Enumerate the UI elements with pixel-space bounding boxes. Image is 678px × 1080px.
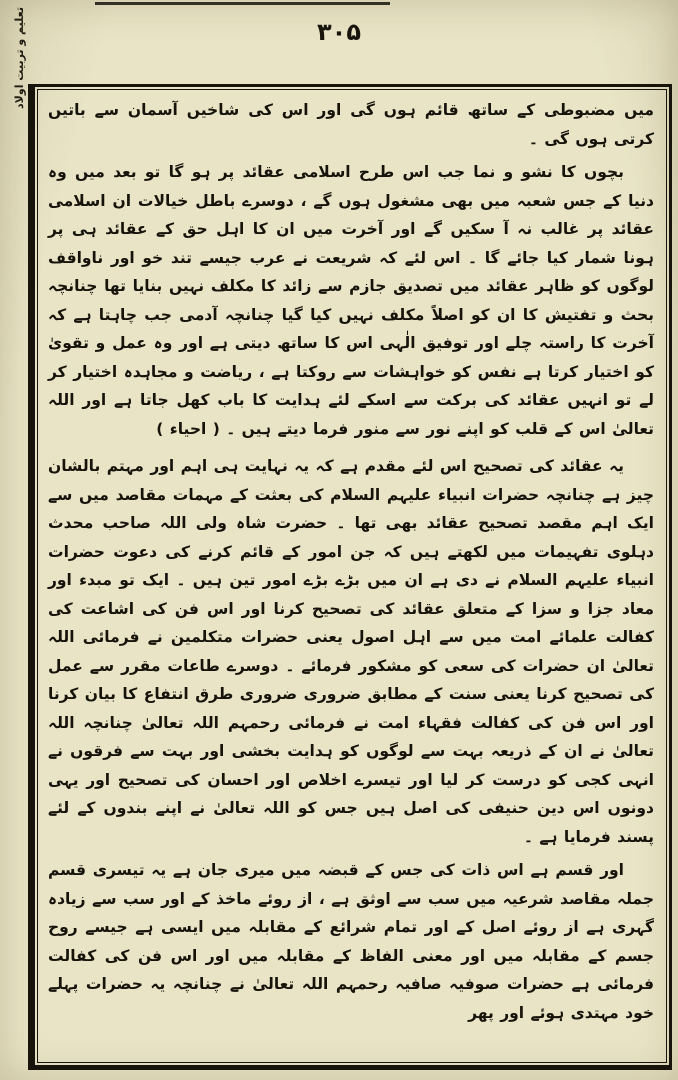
body-paragraph: اور قسم ہے اس ذات کی جس کے قبضہ میں میری جان ہے یہ تیسری قسم جملہ مقاصد شرعیہ میں سب سے اوثق ہے ، از روئے ماخذ کے اور سب سے زیادہ گہری ہے از روئے اصل کے اور تمام شرائع کے مقابلہ میں ایسی ہے جیسے روح جسم کے مقابلہ میں اور معنی الفاظ کے مقابلہ میں اور اس فن کی کفالت فرمائی ہے حضرات صوفیہ صافیہ رحمہم اللہ تعالیٰ نے چنانچہ یہ حضرات پہلے خود مہتدی ہوئے اور پھر <box>48 861 654 1022</box>
text-frame-border <box>28 84 672 1070</box>
body-paragraph: بچوں کا نشو و نما جب اس طرح اسلامی عقائد پر ہو گا تو بعد میں وہ دنیا کے جس شعبہ میں بھی مشغول ہوں گے ، دوسرے باطل خیالات ان اسلامی عقائد پر غالب نہ آ سکیں گے اور آخرت میں ان کا اہل حق کے عقائد ہی پر ہونا شمار کیا جائے گا ۔ اس لئے کہ شریعت نے عرب جیسے تند خو اور ناواقف لوگوں کو ظاہر عقائد میں تصدیق جازم سے زائد کا مکلف نہیں بنایا تھا چنانچہ بحث و تفتیش کا ان کو اصلاً مکلف نہیں کیا گیا چنانچہ آدمی جب چاہتا ہے کہ آخرت کا راستہ چلے اور توفیق الٰہی اس کا ساتھ دیتی ہے اور وہ عمل و تقویٰ کو اختیار کرتا ہے نفس کو خواہشات سے روکتا ہے ، ریاضت و مجاہدہ اختیار کر لے تو انہیں عقائد کی برکت سے اسکے لئے ہدایت کا باب کھل جاتا ہے اور اللہ تعالیٰ اس کے قلب کو اپنے نور سے منور فرما دیتے ہیں ۔ ( احیاء ) <box>48 163 654 438</box>
body-paragraph: میں مضبوطی کے ساتھ قائم ہوں گی اور اس کی شاخیں آسمان سے باتیں کرتی ہوں گی ۔ <box>48 101 654 148</box>
body-text-block <box>48 96 654 1027</box>
text-frame-inner-border <box>37 89 667 1063</box>
scan-edge-artifact <box>95 2 390 5</box>
margin-book-title: تعلیم و تربیت اولاد <box>13 7 26 109</box>
body-paragraph: یہ عقائد کی تصحیح اس لئے مقدم ہے کہ یہ نہایت ہی اہم اور مہتم بالشان چیز ہے چنانچہ حضرات انبیاء علیہم السلام کی بعثت کے مہمات مقاصد میں سے ایک اہم مقصد تصحیح عقائد بھی تھا ۔ حضرت شاہ ولی اللہ صاحب محدث دہلوی تفہیمات میں لکھتے ہیں کہ جن امور کے قائم کرنے کی دعوت حضرات انبیاء علیہم السلام نے دی ہے ان میں بڑے بڑے امور تین ہیں ۔ ایک تو مبدء اور معاد جزا و سزا کے متعلق عقائد کی تصحیح کرنا اور اس فن کی اشاعت کی کفالت علمائے امت میں سے اہل اصول یعنی حضرات متکلمین نے فرمائی اللہ تعالیٰ ان حضرات کی سعی کو مشکور فرمائے ۔ دوسرے طاعات مقرر سے عمل کی تصحیح کرنا یعنی سنت کے مطابق ضروری ضروری طرق انتفاع کا بیان کرنا اور اس فن کی کفالت فقہاء امت نے فرمائی رحمہم اللہ تعالیٰ چنانچہ اللہ تعالیٰ نے ان کے ذریعہ بہت سے لوگوں کو ہدایت بخشی اور بہت سے فرقوں نے انہی کجی کو درست کر لیا اور تیسرے اخلاص اور احسان کی تصحیح اور یہی دونوں اس دین حنیفی کی اصل ہیں جس کو اللہ تعالیٰ نے اپنے بندوں کے لئے پسند فرمایا ہے ۔ <box>48 457 654 846</box>
page-number: ۳۰۵ <box>317 18 361 46</box>
